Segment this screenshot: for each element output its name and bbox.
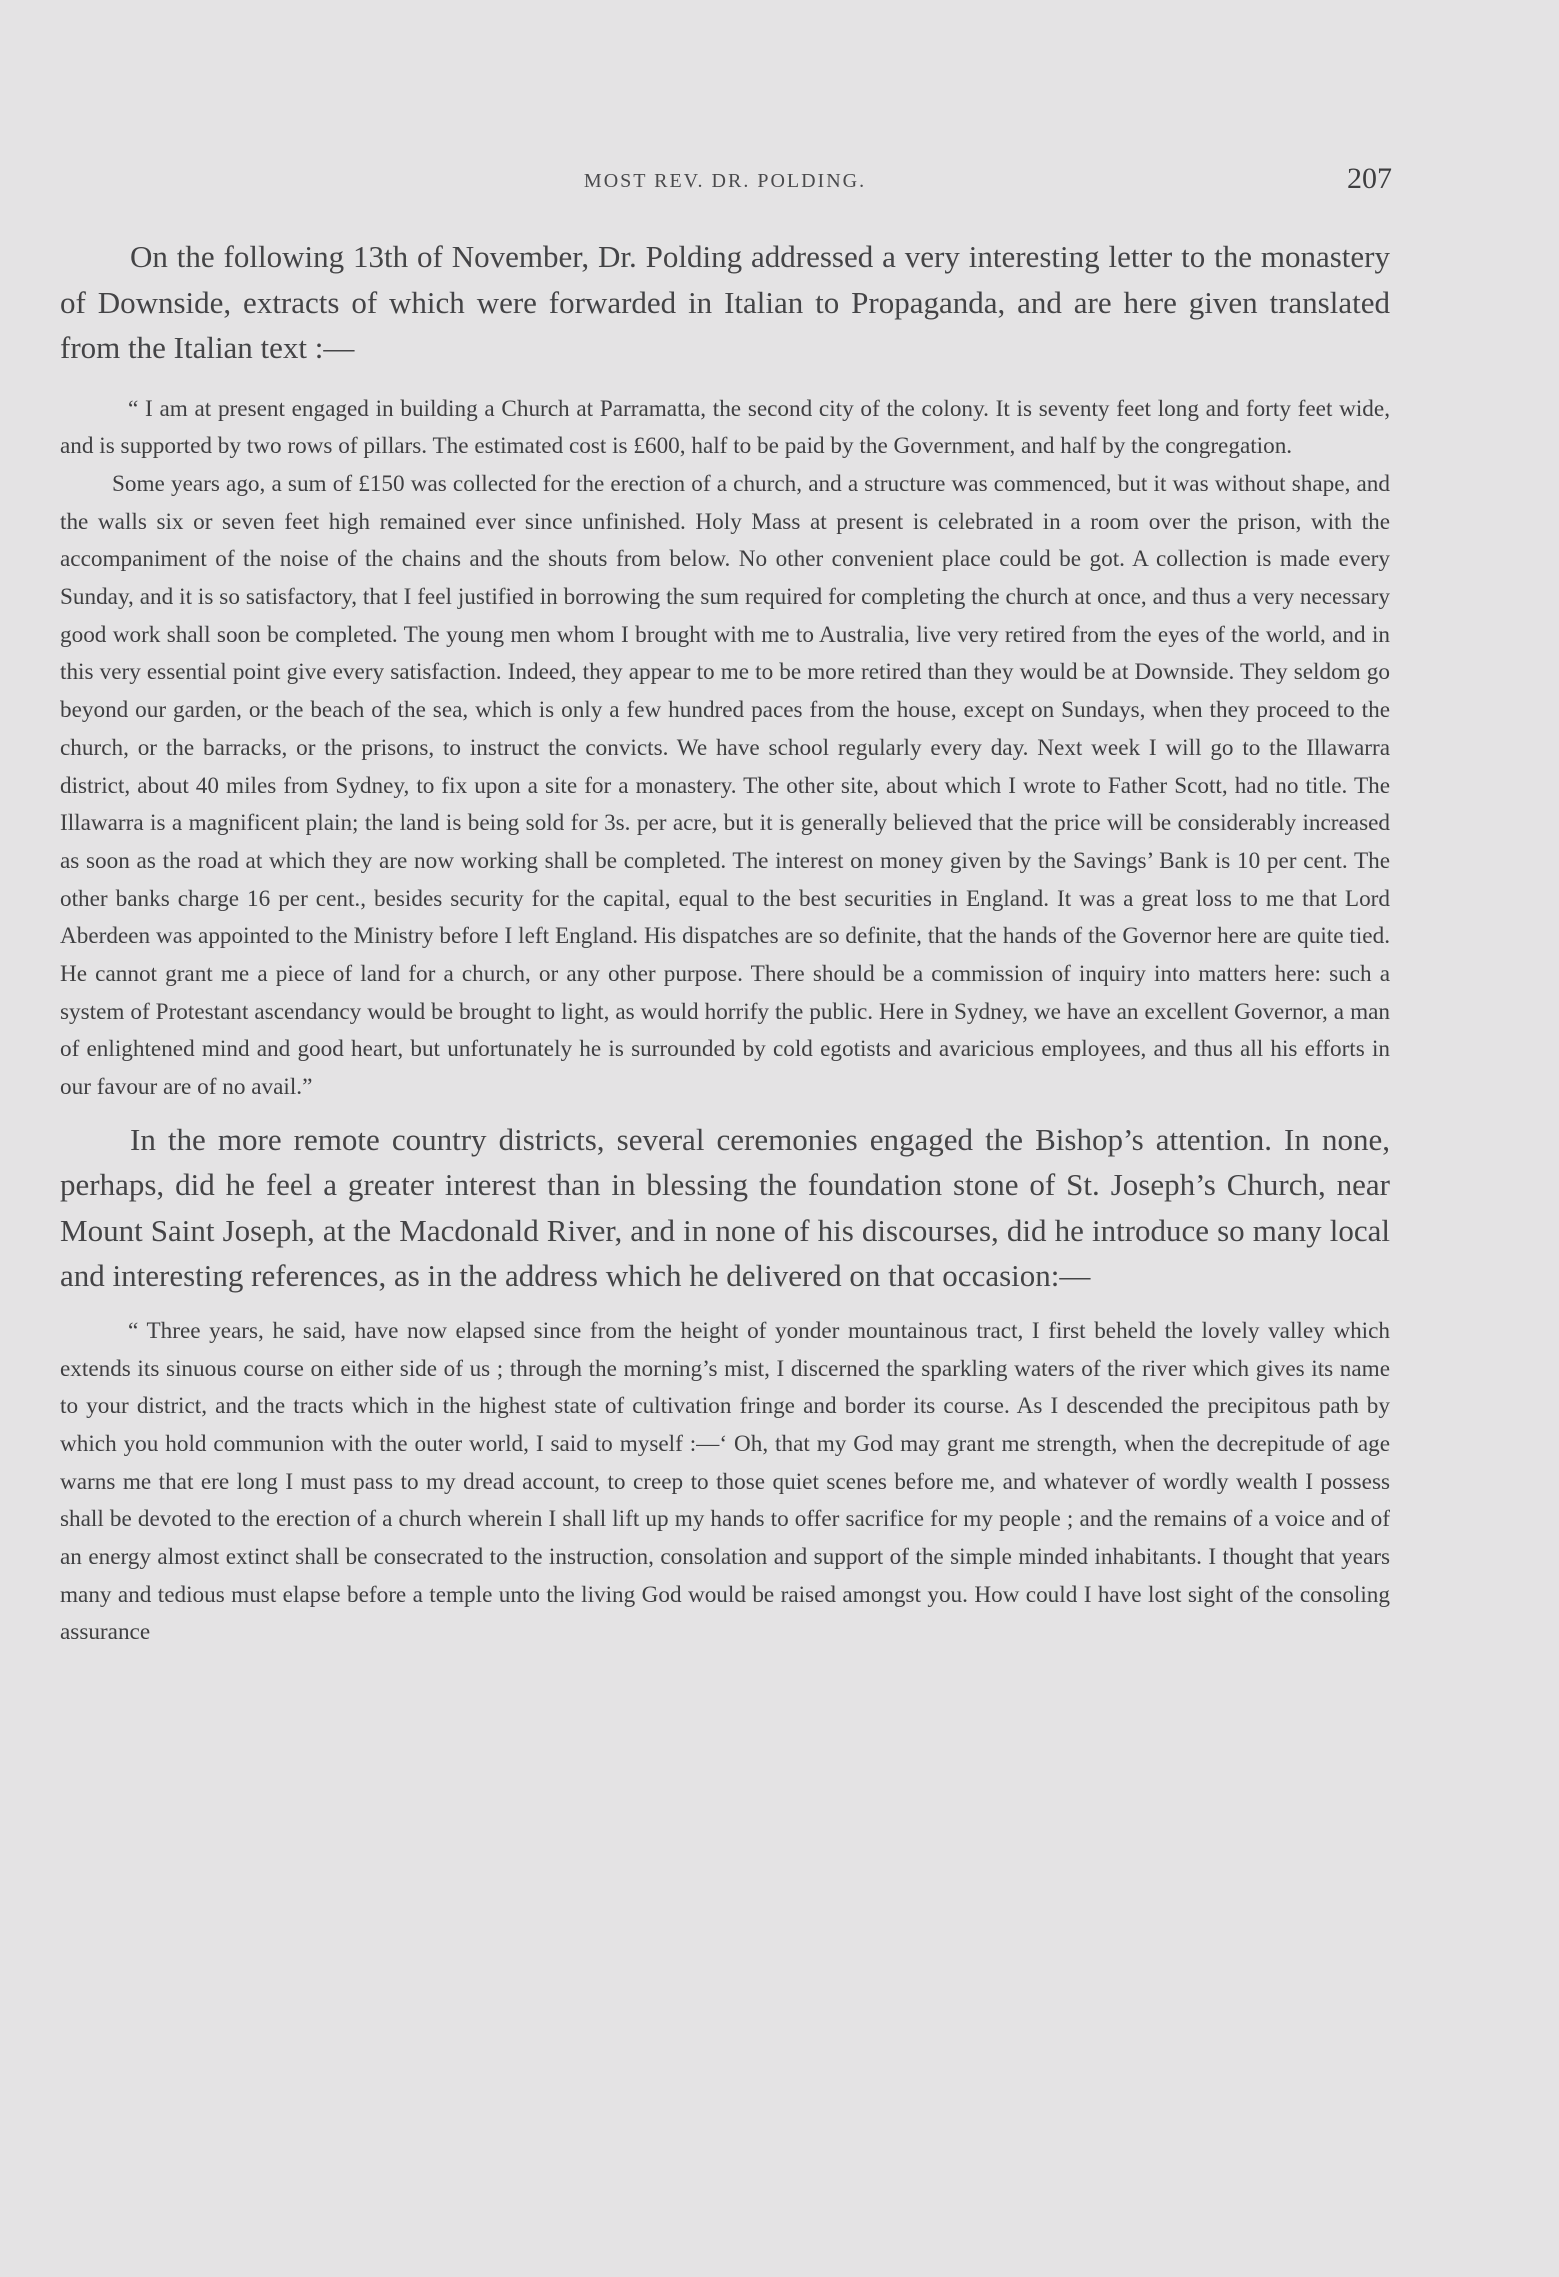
letter-quote-part1: “ I am at present engaged in building a Church at Parramatta, the second city of the colony. It is seventy feet long and forty feet wide, and is supported by two rows of pillars. The estimated cost is £600, half to be paid by the Government, and half by the congregation.: [60, 395, 1390, 460]
book-page: [60, 160, 1390, 1652]
letter-quote-part2: Some years ago, a sum of £150 was collected for the erection of a church, and a structure was commenced, but it was without shape, and the walls six or seven feet high remained ever since unfinished. Holy Mass at present is celebrated in a room over the prison, with the accompaniment of the noise of the chains and the shouts from below. No other convenient place could be got. A collection is made every Sunday, and it is so satisfactory, that I feel justified in borrowing the sum required for completing the church at once, and thus a very necessary good work shall soon be completed. The young men whom I brought with me to Australia, live very retired from the eyes of the world, and in this very essential point give every satisfaction. Indeed, they appear to me to be more retired than they would be at Downside. They seldom go beyond our garden, or the beach of the sea, which is only a few hundred paces from the house, except on Sundays, when they proceed to the church, or the barracks, or the prisons, to instruct the convicts. We have school regularly every day. Next week I will go to the Illawarra district, about 40 miles from Sydney, to fix upon a site for a monastery. The other site, about which I wrote to Father Scott, had no title. The Illawarra is a magnificent plain; the land is being sold for 3s. per acre, but it is generally believed that the price will be considerably increased as soon as the road at which they are now working shall be completed. The interest on money given by the Savings’ Bank is 10 per cent. The other banks charge 16 per cent., besides security for the capital, equal to the best securities in England. It was a great loss to me that Lord Aberdeen was appointed to the Ministry before I left England. His dispatches are so definite, that the hands of the Governor here are quite tied. He cannot grant me a piece of land for a church, or any other purpose. There should be a commission of inquiry into matters here: such a system of Protestant ascendancy would be brought to light, as would horrify the public. Here in Sydney, we have an excellent Governor, a man of enlightened mind and good heart, but unfortunately he is surrounded by cold egotists and avaricious employees, and thus all his efforts in our favour are of no avail.”: [60, 470, 1390, 1101]
running-head: [60, 160, 1390, 204]
ceremonies-paragraph: In the more remote country districts, several ceremonies engaged the Bishop’s attention. In none, perhaps, did he feel a greater interest than in blessing the foundation stone of St. Joseph’s Church, near Mount Saint Joseph, at the Macdonald River, and in none of his discourses, did he introduce so many local and interesting references, as in the address which he delivered on that occasion:—: [60, 1121, 1390, 1294]
address-quote: “ Three years, he said, have now elapsed since from the height of yonder mountainous tract, I first beheld the lovely valley which extends its sinuous course on either side of us ; through the morning’s mist, I discerned the sparkling waters of the river which gives its name to your district, and the tracts which in the highest state of cultivation fringe and border its course. As I descended the precipitous path by which you hold communion with the outer world, I said to myself :—‘ Oh, that my God may grant me strength, when the decrepitude of age warns me that ere long I must pass to my dread account, to creep to those quiet scenes before me, and whatever of wordly wealth I possess shall be devoted to the erection of a church wherein I shall lift up my hands to offer sacrifice for my people ; and the remains of a voice and of an energy almost extinct shall be consecrated to the instruction, consolation and support of the simple minded inhabitants. I thought that years many and tedious must elapse before a temple unto the living God would be raised amongst you. How could I have lost sight of the consoling assurance: [60, 1317, 1390, 1646]
page-number: 207: [1347, 162, 1392, 195]
intro-paragraph: On the following 13th of November, Dr. Polding addressed a very interesting letter to the monastery of Downside, extracts of which were forwarded in Italian to Propaganda, and are here given translated from the Italian text :—: [60, 239, 1390, 365]
running-title: MOST REV. DR. POLDING.: [583, 170, 867, 192]
